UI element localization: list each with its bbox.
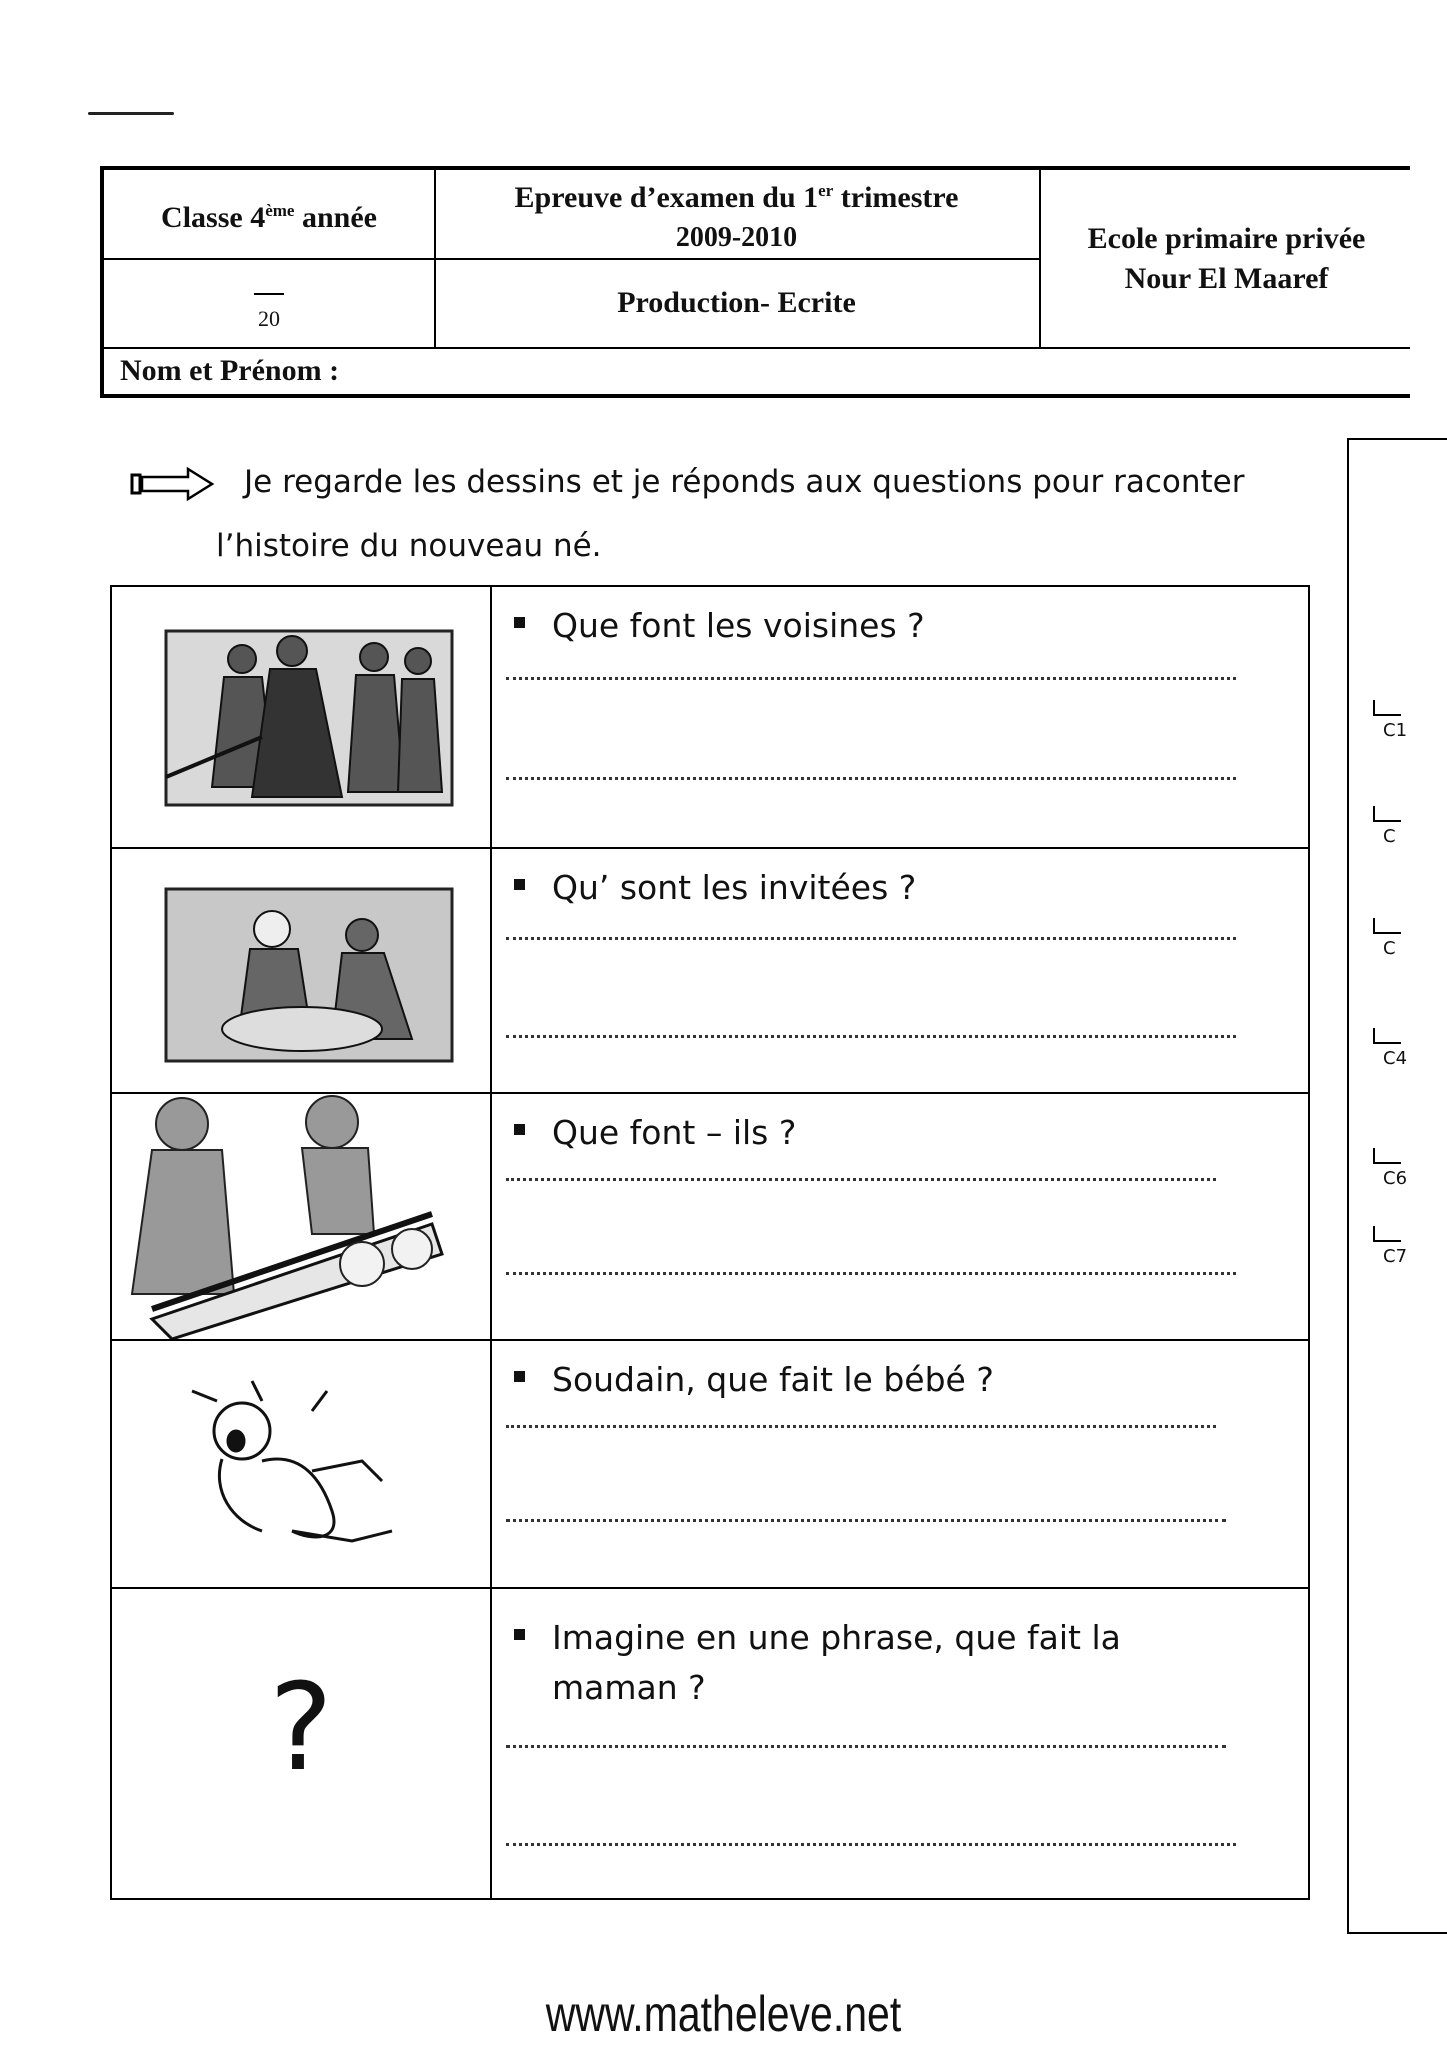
grading-sidebar <box>1347 438 1447 1934</box>
parents-crib-illustration <box>112 1094 492 1339</box>
top-mark <box>88 112 174 115</box>
exam-header <box>100 166 1410 398</box>
answer-line[interactable] <box>506 1519 1226 1522</box>
answer-line[interactable] <box>506 677 1236 680</box>
exam-title: Epreuve d’examen du 1er trimestre 2009-2010 <box>514 180 959 253</box>
neighbors-illustration <box>112 587 492 847</box>
answer-line[interactable] <box>506 1178 1216 1181</box>
school-name: Ecole primaire privée Nour El Maaref <box>1087 221 1366 295</box>
answer-line[interactable] <box>506 777 1236 780</box>
name-field-label: Nom et Prénom : <box>120 354 340 387</box>
website-footer: www.matheleve.net <box>545 1986 902 2042</box>
answer-line[interactable] <box>506 1745 1226 1748</box>
answer-line[interactable] <box>506 1035 1236 1038</box>
question-text: Que font – ils ? <box>552 1108 796 1158</box>
criterion-label: C7 <box>1383 1246 1408 1267</box>
questions-table <box>110 585 1310 1900</box>
criterion-label: C6 <box>1383 1168 1408 1189</box>
subject-label: Production- Ecrite <box>617 285 856 319</box>
question-mark-icon: ? <box>269 1659 333 1798</box>
criterion-label: C4 <box>1383 1048 1408 1069</box>
question-text: Imagine en une phrase, que fait la maman ? <box>552 1613 1172 1713</box>
crying-baby-illustration <box>112 1341 492 1587</box>
question-row <box>112 1341 1308 1589</box>
class-label: Classe 4ème année <box>161 200 377 234</box>
arrow-right-icon <box>130 465 216 503</box>
guests-illustration <box>112 849 492 1092</box>
question-row <box>112 587 1308 849</box>
answer-line[interactable] <box>506 1272 1236 1275</box>
question-text: Qu’ sont les invitées ? <box>552 863 916 913</box>
criterion-label: C1 <box>1383 720 1408 741</box>
question-row <box>112 849 1308 1094</box>
answer-line[interactable] <box>506 1843 1236 1846</box>
unknown-image <box>112 1589 492 1900</box>
question-text: Soudain, que fait le bébé ? <box>552 1355 994 1405</box>
question-row <box>112 1094 1308 1341</box>
criterion-label: C <box>1383 938 1396 959</box>
score-box: 20 <box>104 258 434 347</box>
answer-line[interactable] <box>506 1425 1216 1428</box>
answer-line[interactable] <box>506 937 1236 940</box>
instruction: Je regarde les dessins et je réponds aux questions pour raconter l’histoire du nouveau né. <box>130 450 1310 578</box>
question-row <box>112 1589 1308 1900</box>
question-text: Que font les voisines ? <box>552 601 925 651</box>
criterion-label: C <box>1383 826 1396 847</box>
